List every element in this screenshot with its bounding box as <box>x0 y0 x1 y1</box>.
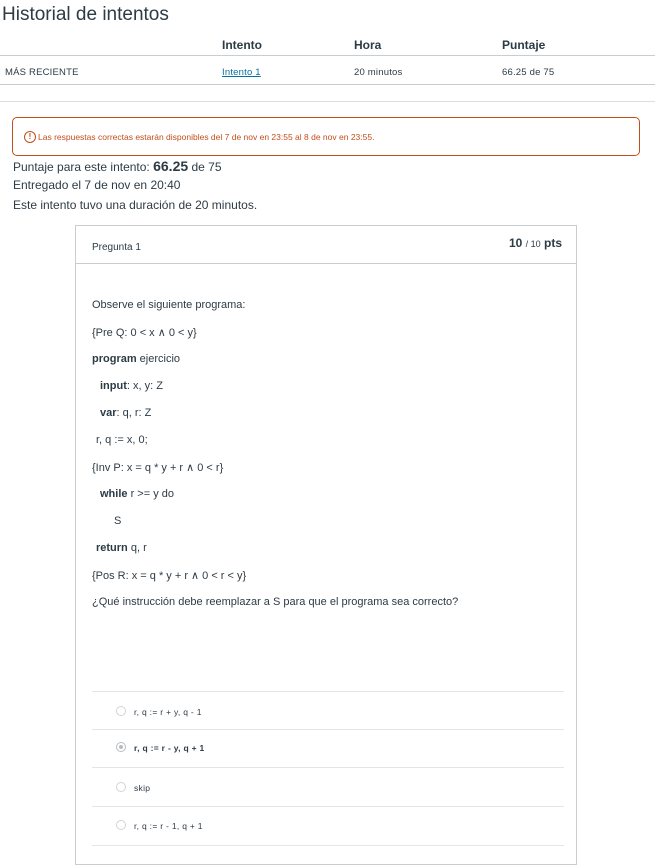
table-divider <box>0 55 655 56</box>
answer-label: r, q := r - y, q + 1 <box>134 743 205 753</box>
answer-label: r, q := r + y, q - 1 <box>134 707 202 717</box>
table-divider <box>0 84 655 85</box>
attempt-score: 66.25 de 75 <box>502 67 555 78</box>
answer-label: skip <box>134 783 151 793</box>
return-line: return q, r <box>96 542 147 554</box>
var-line: var: q, r: Z <box>100 407 152 419</box>
question-title: Pregunta 1 <box>92 242 141 253</box>
attempt-time: 20 minutos <box>354 67 403 78</box>
points-total: / 10 <box>525 239 541 249</box>
submitted-info: Entregado el 7 de nov en 20:40 <box>13 178 181 192</box>
input-line: input: x, y: Z <box>100 380 163 392</box>
invariant: {Inv P: x = q * y + r ∧ 0 < r} <box>92 462 224 474</box>
column-header-intento: Intento <box>222 38 262 52</box>
duration-info: Este intento tuvo una duración de 20 minutos. <box>13 198 258 212</box>
answer-label: r, q := r - 1, q + 1 <box>134 821 203 831</box>
precondition: {Pre Q: 0 < x ∧ 0 < y} <box>92 327 197 339</box>
page-heading: Historial de intentos <box>2 4 169 25</box>
answer-divider <box>92 691 564 692</box>
question-header <box>76 226 576 264</box>
attempts-table <box>0 35 655 85</box>
points-earned: 10 <box>508 236 523 250</box>
s-line: S <box>114 515 122 527</box>
question-prompt: ¿Qué instrucción debe reemplazar a S para que el programa sea correcto? <box>92 596 459 608</box>
radio-button-selected[interactable] <box>116 742 126 752</box>
answer-divider <box>92 767 564 768</box>
attempt-link[interactable]: Intento 1 <box>222 67 261 78</box>
answer-divider <box>92 845 564 846</box>
radio-button[interactable] <box>116 706 126 716</box>
score-summary <box>13 158 222 174</box>
answer-divider <box>92 806 564 807</box>
column-header-hora: Hora <box>354 38 382 52</box>
score-label: Puntaje para este intento: <box>13 160 150 174</box>
exclamation-icon: ! <box>24 131 36 143</box>
answer-divider <box>92 729 564 730</box>
radio-button[interactable] <box>116 820 126 830</box>
while-line: while r >= y do <box>100 488 174 500</box>
score-value: 66.25 <box>153 158 189 174</box>
score-total: de 75 <box>191 160 222 174</box>
radio-button[interactable] <box>116 782 126 792</box>
question-points <box>509 236 562 250</box>
column-header-puntaje: Puntaje <box>502 38 546 52</box>
answers-availability-alert <box>12 117 640 156</box>
program-line: program ejercicio <box>92 353 181 365</box>
question-card <box>75 225 577 865</box>
row-label: MÁS RECIENTE <box>5 67 79 78</box>
question-intro: Observe el siguiente programa: <box>92 299 246 311</box>
points-unit: pts <box>544 236 562 250</box>
assign-line: r, q := x, 0; <box>96 434 148 446</box>
alert-text: Las respuestas correctas estarán disponibles del 7 de nov en 23:55 al 8 de nov en 23:55. <box>38 132 375 142</box>
postcondition: {Pos R: x = q * y + r ∧ 0 < r < y} <box>92 570 247 582</box>
section-divider <box>0 101 655 102</box>
